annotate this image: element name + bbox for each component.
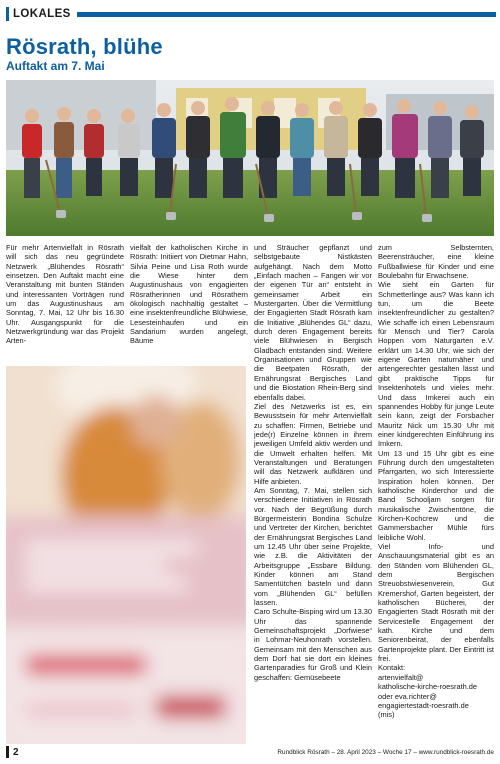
article-paragraph: Wie sieht ein Garten für Schmetterlinge aus? Was kann ich tun, um die Beete insektenfreundlicher zu gestalten? Wie schaffe ich einen Lebensraum für Mensch und Tier? Carola Hoppen vom Naturgarten e.V. erklärt um 14.30 Uhr, wie sich der eigene Garten naturnäher und artengerechter gestalten lässt und gibt praktische Tipps für Insektenhotels und vieles mehr. Und dass Imkerei auch ein spannendes Hobby für junge Leute sein kann, zeigt der Forsbacher Mauritz Nick um 15.30 Uhr mit einer kindgerechten Einführung ins Imkern. xyxy=(378,280,494,449)
article-column-3 xyxy=(254,243,372,682)
article-paragraph: Für mehr Artenvielfalt in Rösrath will sich das neu gegründete Netzwerk „Blühendes Rösrath“ einsetzen. Den Auftakt macht eine Veranstaltung mit bunten Ständen und interessanten Vorträgen rund um das Augustinushaus am Sonntag, 7. Mai, 12 Uhr bis 16.30 Uhr. Ausgangspunkt für die Netzwerkgründung war das Projekt Arten- xyxy=(6,243,124,346)
contact-block xyxy=(378,663,494,719)
contact-alt-email-domain[interactable]: engagiertestadt-roesrath.de xyxy=(378,700,469,710)
article-column-1 xyxy=(6,243,124,346)
page-footer xyxy=(6,745,494,759)
article-column-4 xyxy=(378,243,494,720)
article-paragraph: Viel Info- und Anschauungsmaterial gibt es an den Ständen vom Blühenden GL, dem Bergischen Streuobstwiesenverein, Gut Kremershof, Garten begeistert, der katholischen Bücherei, der Engagierten Stadt Rösrath mit der Servicestelle Engagement der kath. Kirche und dem Seniorenbeirat, der ebenfalls Gartenprojekte plant. Der Eintritt ist frei. xyxy=(378,542,494,664)
article-paragraph: und Sträucher gepflanzt und selbstgebaute Nistkästen aufgehängt. Nach dem Motto „Einfach machen – Fangen wir vor der eigenen Tür an“ entsteht in gemeinsamer Arbeit ein Mustergarten. Über die Vermittlung der Engagierten Stadt Rösrath kam die Initiative „Blühendes GL“ dazu, durch deren Engagement bereits viele Blühwiesen in Bergisch Gladbach entstanden sind. Weitere Organisationen und Gruppen wie die Beetpaten Rösrath, der Ernährungsrat Bergisches Land und die Biostation Rhein-Berg sind ebenfalls dabei. xyxy=(254,243,372,402)
article-paragraph: zum Selbsternten, Beerensträucher, eine kleine Fußballwiese für Kinder und eine Boulebahn für Erwachsene. xyxy=(378,243,494,281)
article-paragraph: vielfalt der katholischen Kirche in Rösrath: Initiiert von Dietmar Hahn, Silvia Peine und Lisa Roth wurde die Wiese hinter dem Augustinushaus von engagierten Rösratherinnen und Rösrathern ökologisch nachhaltig gestaltet – eine insektenfreundliche Blühwiese, Lesesteinhaufen und ein Sandarium wurden angelegt, Bäume xyxy=(130,243,248,346)
contact-email-domain[interactable]: katholische-kirche-roesrath.de xyxy=(378,682,477,692)
article-paragraph: Am Sonntag, 7. Mai, stellen sich verschiedene Initiativen in Rösrath vor. Nach der Begrüßung durch Bürgermeisterin Bondina Schulze und Vertreter der Kirchen, berichtet der Ernährungsrat Bergisches Land um 12.45 Uhr über seine Projekte, wie z.B. die Aktivitäten der Arbeitsgruppe „Essbare Bildung. Kinder können am Stand Samentütchen basteln und dann vom „Blühenden GL“ befüllen lassen. xyxy=(254,485,372,608)
section-rubric xyxy=(6,6,496,22)
article-headline: Rösrath, blühe xyxy=(6,34,163,59)
blurred-advertisement xyxy=(6,366,246,744)
contact-label: Kontakt: xyxy=(378,663,406,673)
author-initials: (mis) xyxy=(378,710,395,720)
contact-alt-email-user[interactable]: oder eva.richter@ xyxy=(378,691,437,701)
article-paragraph: Um 13 und 15 Uhr gibt es eine Führung durch den umgestalteten Pfarrgarten, wo sich Interessierte Inspiration holen können. Der katholische Kinderchor und die Band Schooljam sorgen für musikalische Zwischentöne, die Kirchen-Kochcrew und die Gammersbacher Mühle fürs leibliche Wohl. xyxy=(378,448,494,542)
footer-marker xyxy=(6,746,9,758)
contact-email-user[interactable]: artenvielfalt@ xyxy=(378,672,424,682)
article-subhead: Auftakt am 7. Mai xyxy=(6,59,105,73)
rubric-rule xyxy=(77,12,496,17)
rubric-label: LOKALES xyxy=(13,8,71,20)
article-paragraph: Caro Schulte-Bisping wird um 13.30 Uhr das spannende Gemeinschaftsprojekt „Dorfwiese“ in Lohmar-Neuhonrath vorstellen. Gemeinsam mit den Menschen aus dem Dorf hat sie dort ein kleines Gartenparadies für Groß und Klein geschaffen: Gemüsebeete xyxy=(254,607,372,682)
group-photo xyxy=(6,80,494,236)
page-number: 2 xyxy=(13,746,19,758)
footer-publication-line: Rundblick Rösrath – 28. April 2023 – Woche 17 – www.rundblick-roesrath.de xyxy=(277,748,494,756)
article-paragraph: Ziel des Netzwerks ist es, ein Bewusstsein für mehr Artenvielfalt zu schaffen: Firmen, Betriebe und jede(r) Einzelne können in ihrem jeweiligen Umfeld aktiv werden und die Umwelt erhalten helfen. Mit Veranstaltungen und Beratungen will das Netzwerk aufklären und Hilfe anbieten. xyxy=(254,401,372,486)
article-column-2 xyxy=(130,243,248,346)
